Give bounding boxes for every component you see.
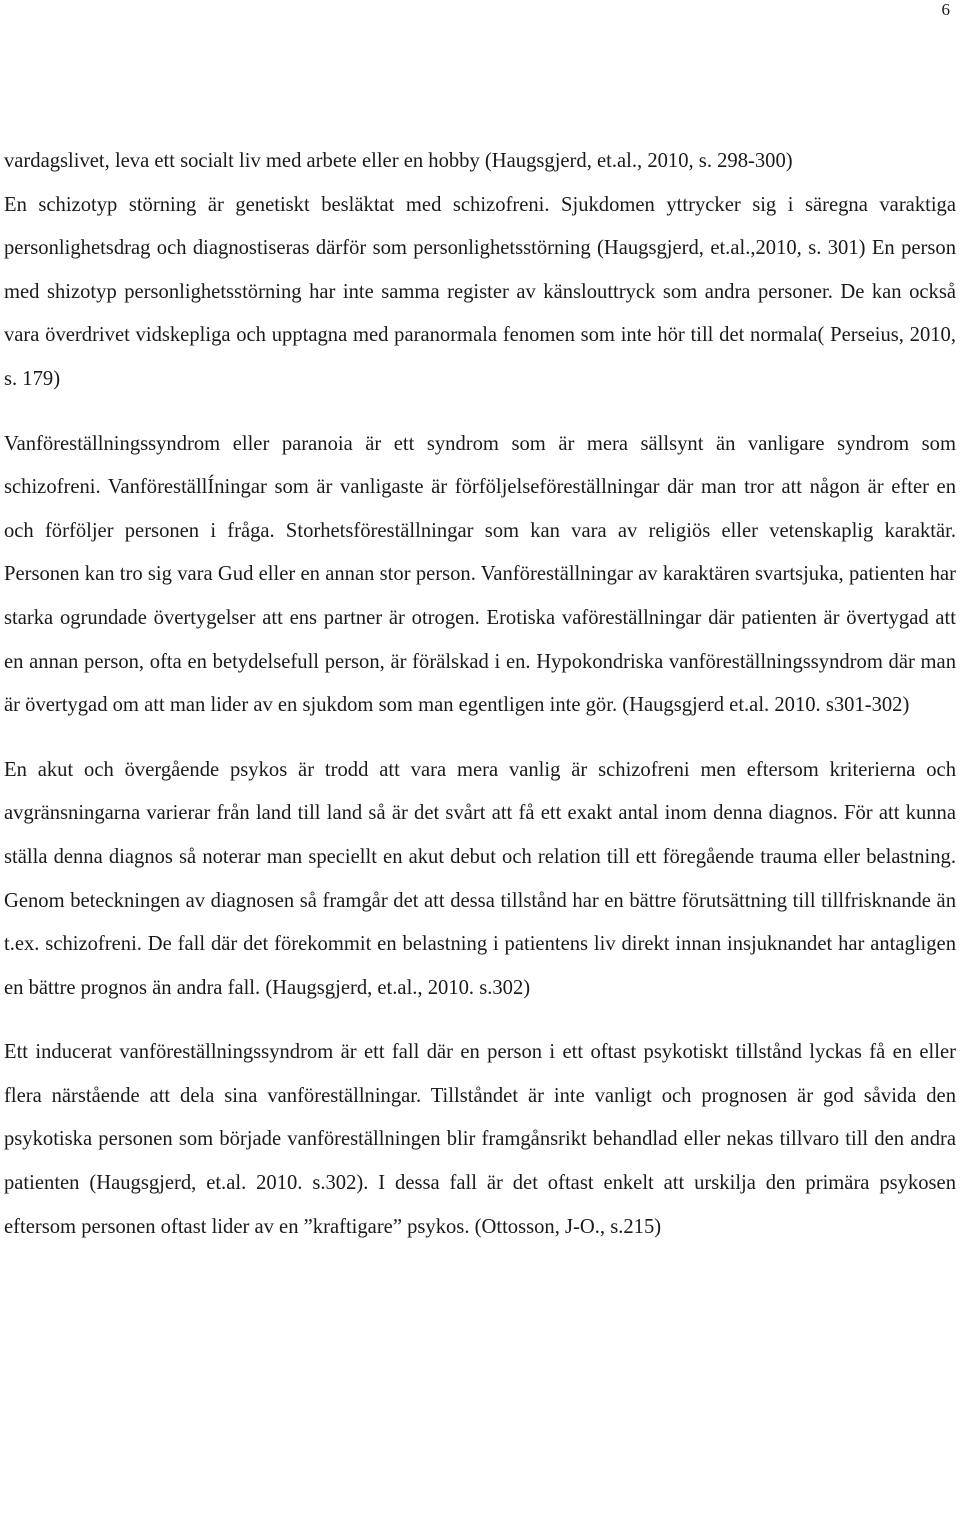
paragraph-1: vardagslivet, leva ett socialt liv med arbete eller en hobby (Haugsgjerd, et.al., 2010, s. 298-300): [4, 150, 793, 172]
paragraph-3: Vanföreställningssyndrom eller paranoia är ett syndrom som är mera sällsynt än vanligare syndrom som schizofreni. VanföreställÍningar som är vanligaste är förföljelseföreställningar där man tror att någon är efter en och förföljer personen i fråga. Storhetsföreställningar som kan vara av religiös eller vetenskaplig karaktär. Personen kan tro sig vara Gud eller en annan stor person. Vanföreställningar av karaktären svartsjuka, patienten har starka ogrundade övertygelser att ens partner är otrogen. Erotiska vaföreställningar där patienten är övertygad att en annan person, ofta en betydelsefull person, är förälskad i en. Hypokondriska vanföreställningssyndrom där man är övertygad om att man lider av en sjukdom som man egentligen inte gör. (Haugsgjerd et.al. 2010. s301-302): [4, 432, 956, 717]
paragraph-2: En schizotyp störning är genetiskt besläktat med schizofreni. Sjukdomen yttrycker sig i säregna varaktiga personlighetsdrag och diagnostiseras därför som personlighetsstörning (Haugsgjerd, et.al.,2010, s. 301) En person med shizotyp personlighetsstörning har inte samma register av känslouttryck som andra personer. De kan också vara överdrivet vidskepliga och upptagna med paranormala fenomen som inte hör till det normala( Perseius, 2010, s. 179): [4, 193, 956, 390]
paragraph-4: En akut och övergående psykos är trodd att vara mera vanlig är schizofreni men eftersom kriterierna och avgränsningarna varierar från land till land så är det svårt att få ett exakt antal inom denna diagnos. För att kunna ställa denna diagnos så noterar man speciellt en akut debut och relation till ett föregående trauma eller belastning. Genom beteckningen av diagnosen så framgår det att dessa tillstånd har en bättre förutsättning till tillfrisknande än t.ex. schizofreni. De fall där det förekommit en belastning i patientens liv direkt innan insjuknandet har antagligen en bättre prognos än andra fall. (Haugsgjerd, et.al., 2010. s.302): [4, 758, 956, 999]
document-body: [4, 140, 956, 1249]
paragraph-5: Ett inducerat vanföreställningssyndrom är ett fall där en person i ett oftast psykotiskt tillstånd lyckas få en eller flera närstående att dela sina vanföreställningar. Tillståndet är inte vanligt och prognosen är god såvida den psykotiska personen som började vanföreställningen blir framgånsrikt behandlad eller nekas tillvaro till den andra patienten (Haugsgjerd, et.al. 2010. s.302). I dessa fall är det oftast enkelt att urskilja den primära psykosen eftersom personen oftast lider av en ”kraftigare” psykos. (Ottosson, J-O., s.215): [4, 1041, 956, 1238]
page-number: 6: [941, 0, 950, 19]
